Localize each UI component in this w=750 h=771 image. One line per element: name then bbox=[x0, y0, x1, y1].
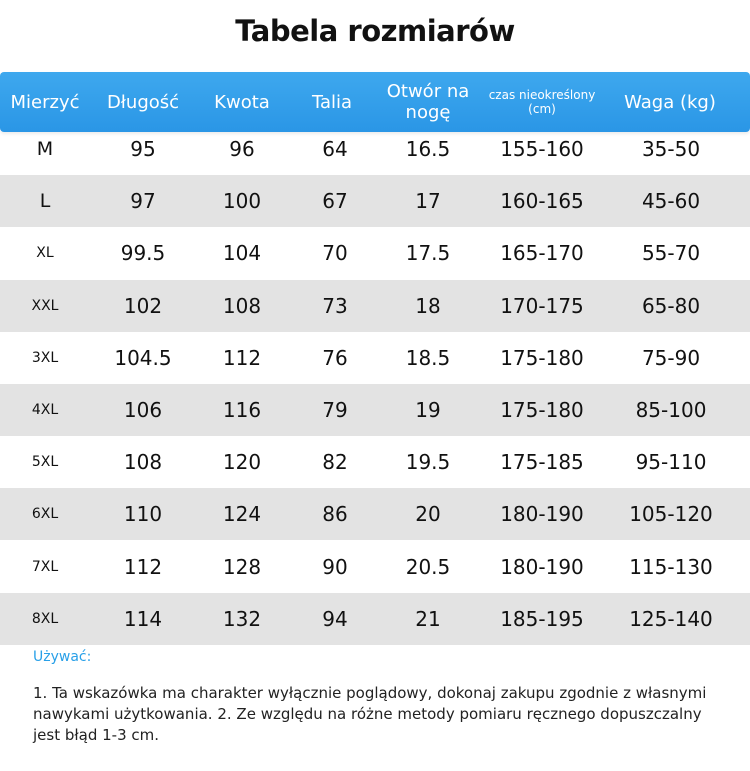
cell-weight: 35-50 bbox=[641, 137, 701, 161]
cell-weight: 75-90 bbox=[641, 345, 701, 370]
cell-length: 104.5 bbox=[114, 345, 172, 370]
table-row bbox=[0, 436, 750, 488]
cell-size: 7XL bbox=[31, 558, 59, 575]
cell-hip: 132 bbox=[222, 606, 262, 631]
cell-height: 175-180 bbox=[500, 398, 584, 422]
table-row bbox=[0, 384, 750, 436]
cell-height: 170-175 bbox=[500, 293, 584, 318]
header-waist: Talia bbox=[311, 91, 353, 113]
cell-leg-opening: 17.5 bbox=[405, 241, 451, 266]
cell-height: 175-185 bbox=[500, 450, 584, 475]
cell-waist: 73 bbox=[322, 293, 348, 318]
cell-leg-opening: 16.5 bbox=[405, 137, 451, 161]
header-height: czas nieokreślony (cm) bbox=[488, 88, 596, 116]
cell-leg-opening: 17 bbox=[415, 189, 441, 214]
cell-length: 97 bbox=[130, 189, 156, 214]
cell-size: 8XL bbox=[31, 610, 59, 627]
header-weight: Waga (kg) bbox=[624, 91, 716, 113]
cell-size: 5XL bbox=[31, 454, 59, 471]
cell-waist: 79 bbox=[322, 398, 348, 422]
cell-hip: 124 bbox=[222, 502, 262, 527]
cell-weight: 125-140 bbox=[629, 606, 713, 631]
cell-length: 112 bbox=[123, 554, 163, 579]
cell-length: 99.5 bbox=[120, 241, 166, 266]
cell-leg-opening: 18 bbox=[415, 293, 441, 318]
notes-title: Używać: bbox=[33, 649, 92, 665]
cell-waist: 82 bbox=[322, 450, 348, 475]
table-row bbox=[0, 123, 750, 175]
cell-height: 185-195 bbox=[500, 606, 584, 631]
header-length: Długość bbox=[106, 91, 180, 113]
cell-hip: 108 bbox=[222, 293, 262, 318]
cell-weight: 45-60 bbox=[641, 189, 701, 214]
header-hip: Kwota bbox=[214, 91, 270, 113]
cell-length: 110 bbox=[123, 502, 163, 527]
cell-leg-opening: 18.5 bbox=[405, 345, 451, 370]
notes-text: 1. Ta wskazówka ma charakter wyłącznie poglądowy, dokonaj zakupu zgodnie z własnymi nawykami użytkowania. 2. Ze względu na różne metody pomiaru ręcznego dopuszczalny jest błąd 1-3 cm. bbox=[33, 684, 707, 744]
cell-waist: 86 bbox=[322, 502, 348, 527]
table-row bbox=[0, 332, 750, 384]
table-row bbox=[0, 280, 750, 332]
cell-weight: 115-130 bbox=[629, 554, 713, 579]
cell-length: 108 bbox=[123, 450, 163, 475]
page-title: Tabela rozmiarów bbox=[235, 14, 515, 48]
cell-leg-opening: 21 bbox=[415, 606, 441, 631]
cell-leg-opening: 19.5 bbox=[405, 450, 451, 475]
table-row bbox=[0, 175, 750, 227]
cell-weight: 95-110 bbox=[635, 450, 707, 475]
cell-waist: 70 bbox=[322, 241, 348, 266]
cell-size: M bbox=[36, 138, 54, 160]
table-row bbox=[0, 593, 750, 645]
cell-length: 95 bbox=[130, 137, 156, 161]
cell-waist: 64 bbox=[322, 137, 348, 161]
cell-waist: 94 bbox=[322, 606, 348, 631]
cell-weight: 55-70 bbox=[641, 241, 701, 266]
cell-hip: 104 bbox=[222, 241, 262, 266]
cell-size: XL bbox=[36, 245, 54, 262]
cell-weight: 85-100 bbox=[635, 398, 707, 422]
cell-weight: 105-120 bbox=[629, 502, 713, 527]
cell-waist: 90 bbox=[322, 554, 348, 579]
cell-size: L bbox=[39, 190, 51, 213]
cell-waist: 67 bbox=[322, 189, 348, 214]
cell-hip: 96 bbox=[229, 137, 255, 161]
cell-height: 180-190 bbox=[500, 502, 584, 527]
cell-waist: 76 bbox=[322, 345, 348, 370]
cell-leg-opening: 20 bbox=[415, 502, 441, 527]
cell-size: 6XL bbox=[31, 506, 59, 523]
cell-height: 165-170 bbox=[500, 241, 584, 266]
cell-height: 180-190 bbox=[500, 554, 584, 579]
cell-weight: 65-80 bbox=[641, 293, 701, 318]
cell-hip: 128 bbox=[222, 554, 262, 579]
cell-length: 106 bbox=[123, 398, 163, 422]
cell-size: 4XL bbox=[31, 402, 59, 418]
header-size: Mierzyć bbox=[10, 91, 80, 113]
cell-height: 160-165 bbox=[500, 189, 584, 214]
table-row bbox=[0, 227, 750, 279]
cell-length: 102 bbox=[123, 293, 163, 318]
cell-hip: 112 bbox=[222, 345, 262, 370]
cell-hip: 100 bbox=[222, 189, 262, 214]
cell-height: 175-180 bbox=[500, 345, 584, 370]
cell-hip: 116 bbox=[222, 398, 262, 422]
cell-leg-opening: 19 bbox=[415, 398, 441, 422]
cell-hip: 120 bbox=[222, 450, 262, 475]
table-row bbox=[0, 488, 750, 540]
cell-leg-opening: 20.5 bbox=[405, 554, 451, 579]
cell-height: 155-160 bbox=[500, 137, 584, 161]
header-leg-opening: Otwór na nogę bbox=[386, 81, 470, 123]
table-row bbox=[0, 541, 750, 593]
cell-size: 3XL bbox=[31, 349, 59, 366]
cell-size: XXL bbox=[31, 297, 59, 314]
cell-length: 114 bbox=[123, 606, 163, 631]
